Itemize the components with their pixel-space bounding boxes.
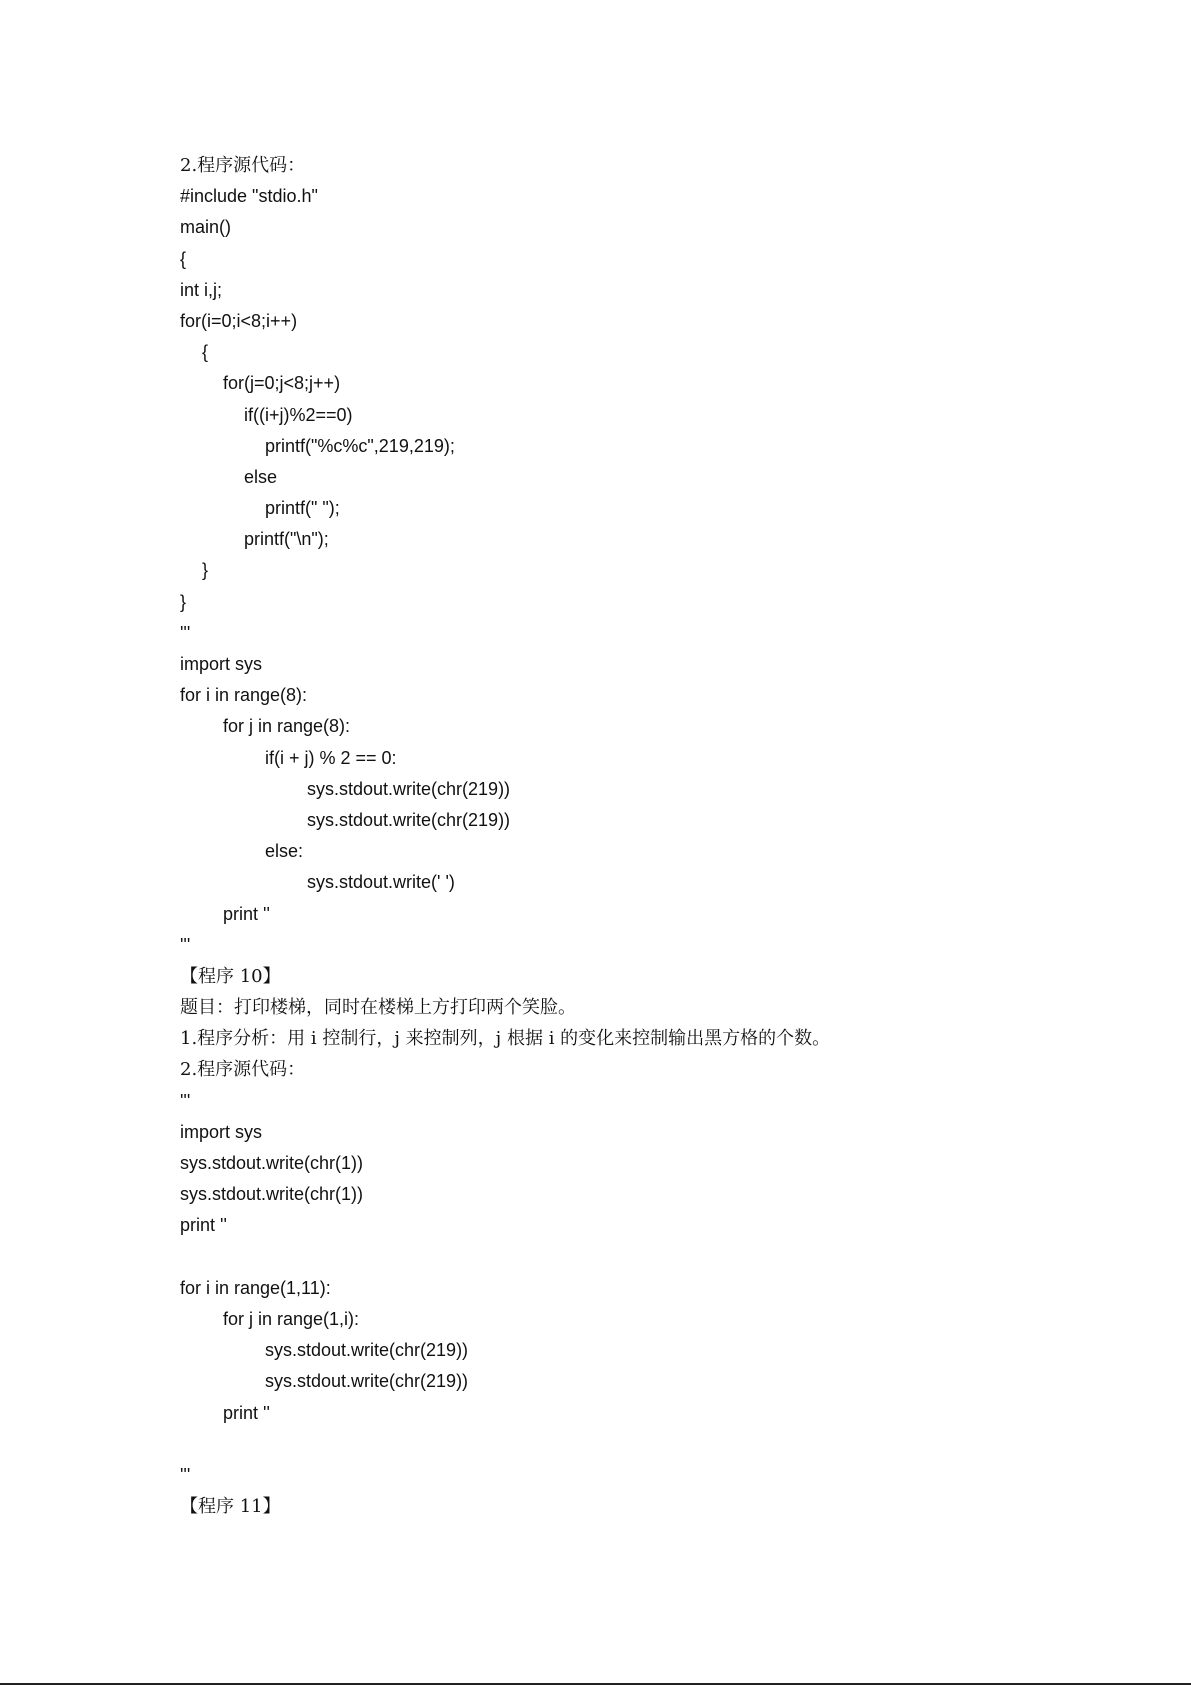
text-line: for j in range(1,i): [223,1308,360,1329]
text-line: ''' [180,1090,191,1111]
text-line: ''' [180,934,191,955]
text-line: #include "stdio.h" [180,186,318,207]
text-line: print '' [180,1215,227,1236]
text-line: { [180,248,187,269]
text-line: for i in range(1,11): [180,1277,331,1298]
text-line [180,1429,1140,1460]
text-line: else: [265,841,304,862]
text-line: 1.程序分析：用 i 控制行，j 来控制列，j 根据 i 的变化来控制输出黑方格的个数。 [180,1028,831,1050]
text-line: 2.程序源代码： [180,1059,306,1081]
text-line: sys.stdout.write(chr(1)) [180,1153,364,1173]
text-line: sys.stdout.write(chr(1)) [180,1184,364,1205]
text-line: if(i + j) % 2 == 0: [265,747,397,768]
text-line: ''' [180,622,191,643]
text-line: print '' [223,903,270,924]
text-line: } [180,591,187,612]
text-line: for j in range(8): [223,716,351,737]
text-line: for(j=0;j<8;j++) [223,373,341,394]
text-line [180,1242,1140,1273]
text-line: } [202,560,209,581]
text-line: for(i=0;i<8;i++) [180,310,298,331]
text-line: import sys [180,654,263,674]
text-line: 2.程序源代码： [180,155,306,176]
text-line: printf(" "); [265,498,340,519]
text-line: else [244,466,278,487]
text-line: { [202,342,209,363]
text-line: sys.stdout.write(chr(219)) [265,1371,469,1392]
text-line: sys.stdout.write(' ') [307,872,455,893]
text-line: ''' [180,1464,191,1485]
document-body [180,150,1140,1522]
text-line: sys.stdout.write(chr(219)) [307,778,511,799]
text-line: int i,j; [180,279,223,300]
text-line: 【程序 11】 [180,1496,281,1518]
text-line: main() [180,217,232,238]
text-line: 【程序 10】 [180,965,281,987]
text-line: if((i+j)%2==0) [244,404,353,425]
text-line: printf("%c%c",219,219); [265,435,455,456]
text-line: printf("\n"); [244,529,329,550]
text-line: sys.stdout.write(chr(219)) [307,809,511,830]
text-line: sys.stdout.write(chr(219)) [265,1340,469,1361]
text-line: import sys [180,1121,263,1142]
text-line: print '' [223,1402,270,1423]
text-line: for i in range(8): [180,685,308,706]
text-line: 题目：打印楼梯，同时在楼梯上方打印两个笑脸。 [180,997,576,1019]
